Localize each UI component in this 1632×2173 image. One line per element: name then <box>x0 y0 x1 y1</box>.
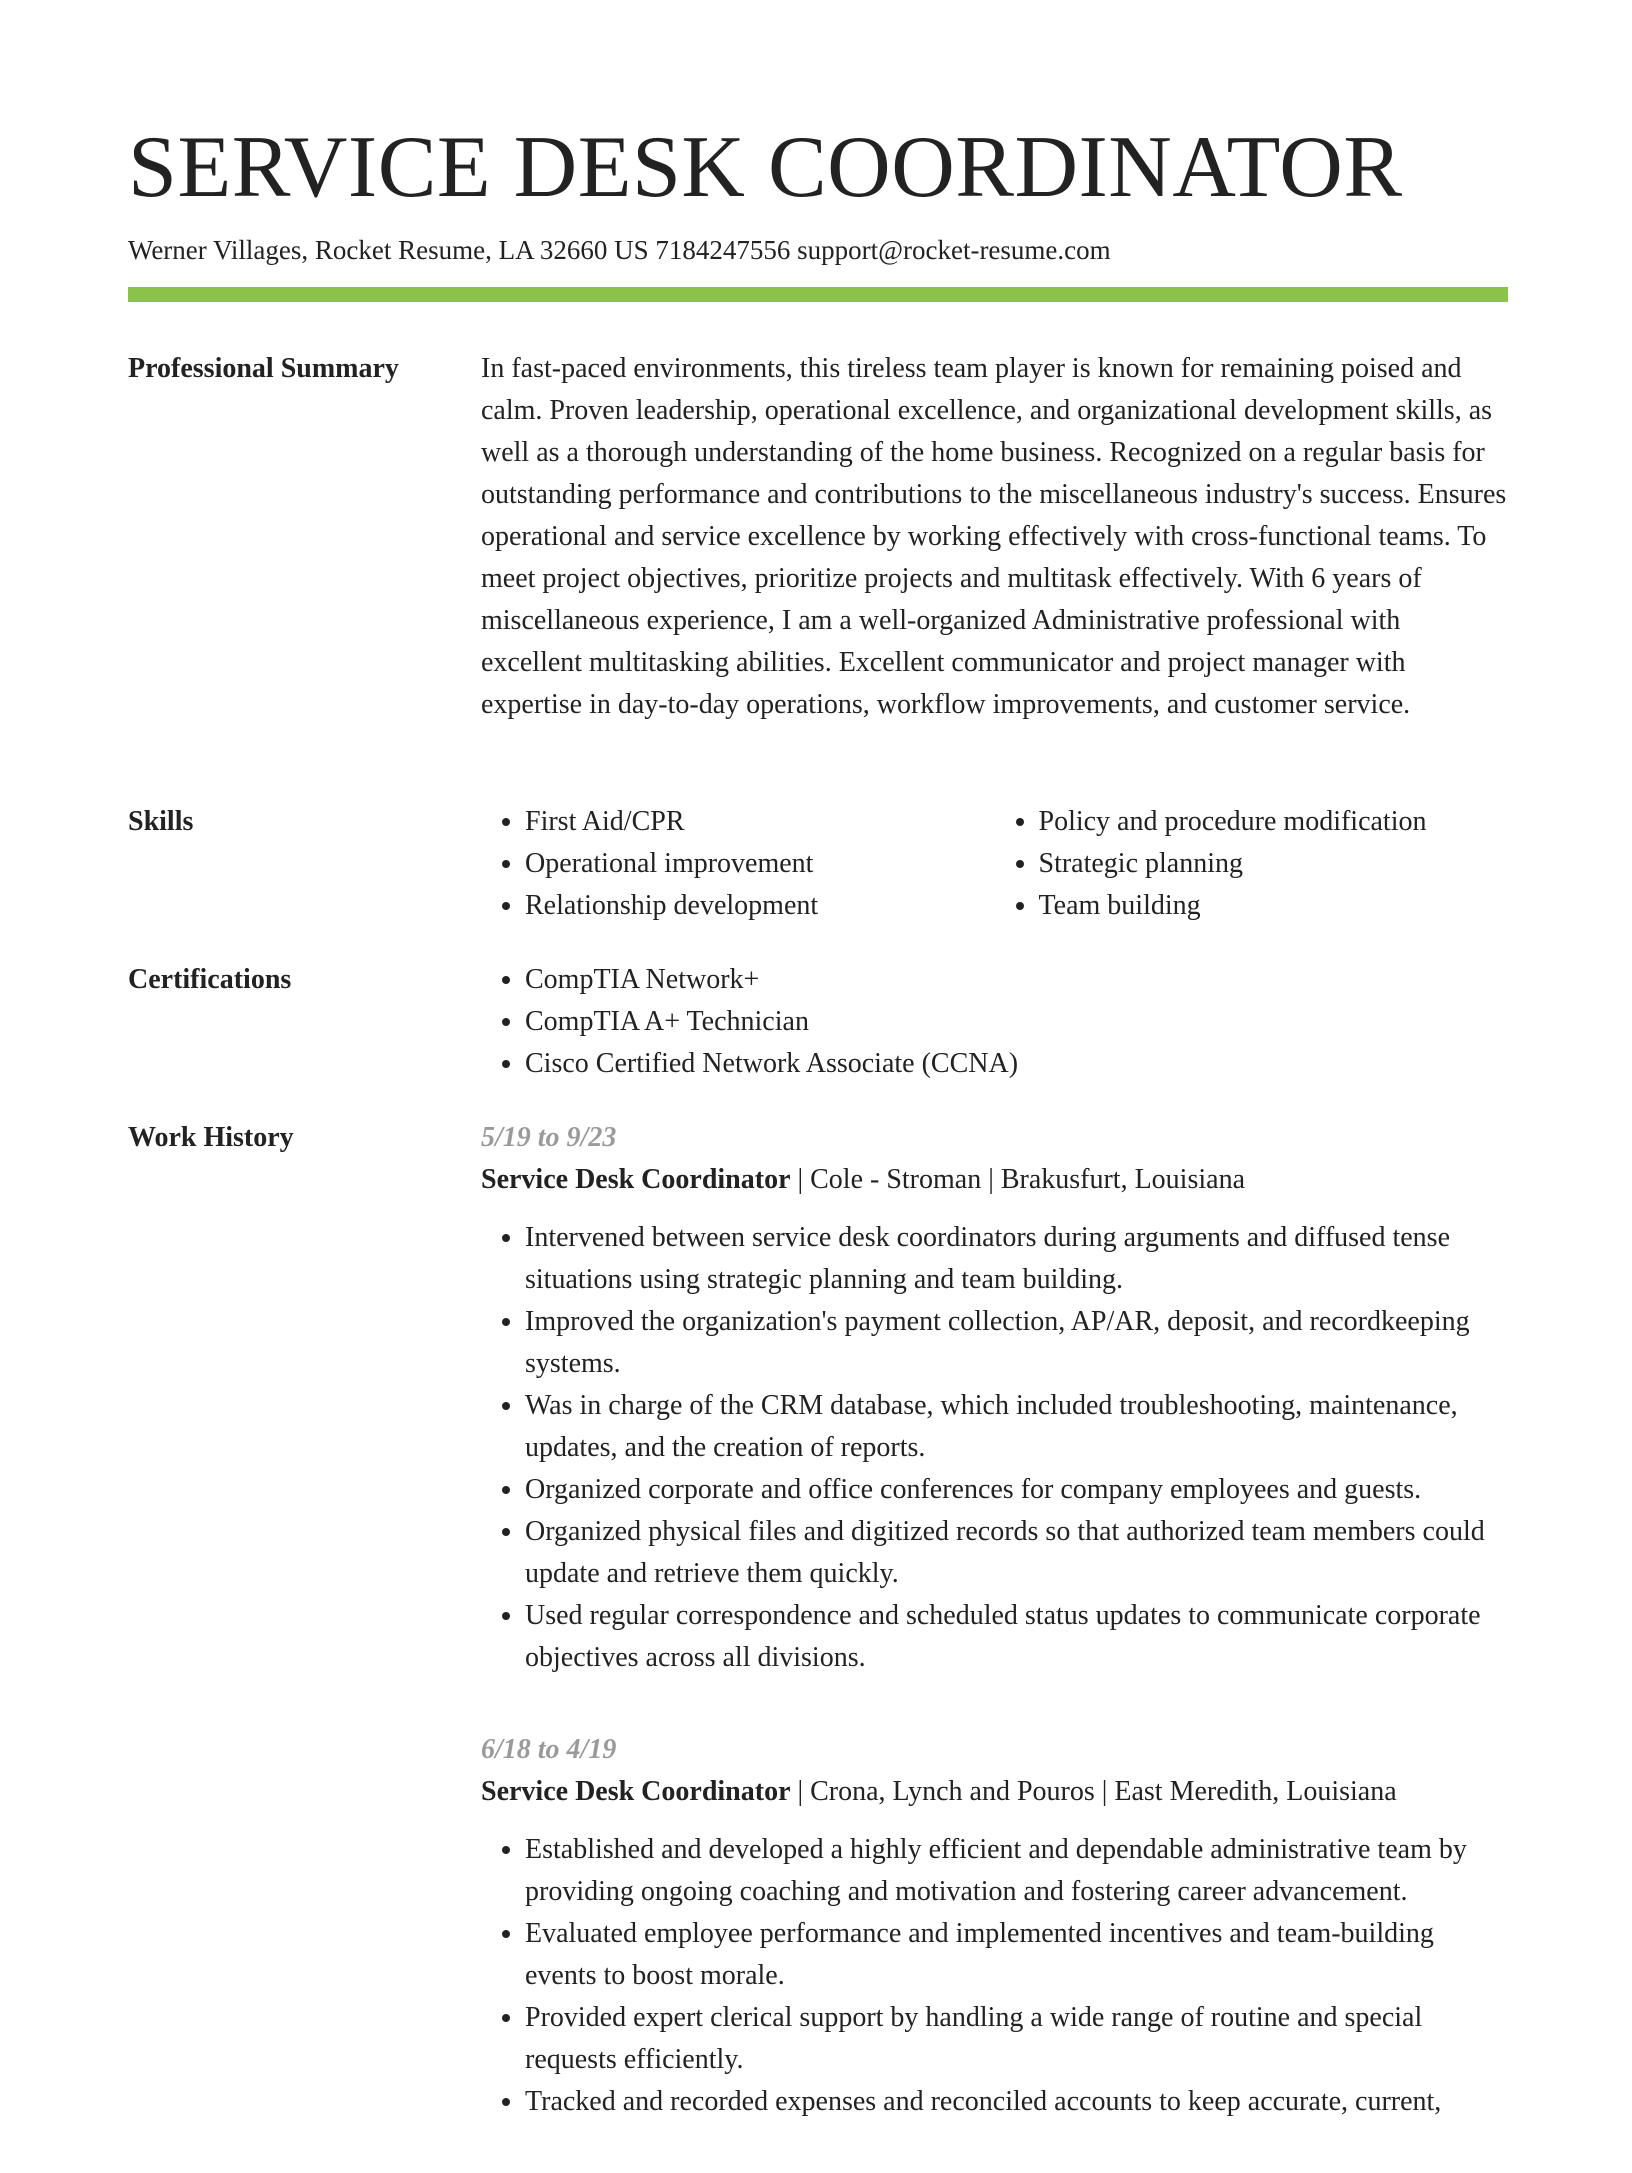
job-entry <box>481 1729 1508 2123</box>
certification-item: • CompTIA Network+ <box>525 959 1508 1001</box>
certification-item: • CompTIA A+ Technician <box>525 1001 1508 1043</box>
job-bullet: • Tracked and recorded expenses and reconciled accounts to keep accurate, current, <box>525 2081 1508 2123</box>
skills-list-left <box>481 801 995 927</box>
contact-email[interactable]: support@rocket-resume.com <box>797 235 1111 265</box>
skill-item: • Strategic planning <box>1039 843 1509 885</box>
job-bullet: • Intervened between service desk coordinators during arguments and diffused tense situations using strategic planning and team building. <box>525 1217 1508 1301</box>
job-company: | Cole - Stroman <box>791 1164 982 1195</box>
contact-line <box>128 232 1111 268</box>
job-bullets <box>481 1829 1508 2123</box>
contact-phone: 7184247556 <box>655 235 791 265</box>
job-title: Service Desk Coordinator <box>481 1164 791 1195</box>
job-bullet: • Improved the organization's payment collection, AP/AR, deposit, and recordkeeping systems. <box>525 1301 1508 1385</box>
resume-name: SERVICE DESK COORDINATOR <box>128 119 1403 216</box>
job-dates: 5/19 to 9/23 <box>481 1122 617 1153</box>
skills-heading: Skills <box>128 806 194 837</box>
job-bullet: • Organized corporate and office conferences for company employees and guests. <box>525 1469 1508 1511</box>
job-heading <box>481 1771 1508 1813</box>
summary-text: In fast-paced environments, this tireless team player is known for remaining poised and calm. Proven leadership, operational excellence, and organizational development skills, as well as a thorough understanding of the home business. Recognized on a regular basis for outstanding performance and contributions to the miscellaneous industry's success. Ensures operational and service excellence by working effectively with cross-functional teams. To meet project objectives, prioritize projects and multitask effectively. With 6 years of miscellaneous experience, I am a well-organized Administrative professional with excellent multitasking abilities. Excellent communicator and project manager with expertise in day-to-day operations, workflow improvements, and customer service. <box>481 353 1507 720</box>
job-entry <box>481 1117 1508 1679</box>
job-bullet: • Established and developed a highly efficient and dependable administrative team by providing ongoing coaching and motivation and fostering career advancement. <box>525 1829 1508 1913</box>
job-location: | Brakusfurt, Louisiana <box>981 1164 1245 1195</box>
contact-address: Werner Villages, Rocket Resume, LA 32660 US <box>128 235 649 265</box>
skill-item: • Relationship development <box>525 885 995 927</box>
certification-item: • Cisco Certified Network Associate (CCNA) <box>525 1043 1508 1085</box>
job-heading <box>481 1159 1508 1201</box>
job-bullet: • Evaluated employee performance and implemented incentives and team-building events to boost morale. <box>525 1913 1508 1997</box>
summary-heading: Professional Summary <box>128 353 399 384</box>
skill-item: • First Aid/CPR <box>525 801 995 843</box>
skills-list-right <box>995 801 1509 927</box>
skill-item: • Team building <box>1039 885 1509 927</box>
job-location: | East Meredith, Louisiana <box>1095 1776 1397 1807</box>
certifications-heading: Certifications <box>128 964 292 995</box>
job-bullet: • Provided expert clerical support by handling a wide range of routine and special requests efficiently. <box>525 1997 1508 2081</box>
job-bullet: • Organized physical files and digitized records so that authorized team members could update and retrieve them quickly. <box>525 1511 1508 1595</box>
job-bullet: • Was in charge of the CRM database, which included troubleshooting, maintenance, updates, and the creation of reports. <box>525 1385 1508 1469</box>
certifications-list <box>481 959 1508 1085</box>
job-company: | Crona, Lynch and Pouros <box>791 1776 1095 1807</box>
header-divider <box>128 287 1508 302</box>
work-history-heading: Work History <box>128 1122 294 1153</box>
skill-item: • Operational improvement <box>525 843 995 885</box>
skill-item: • Policy and procedure modification <box>1039 801 1509 843</box>
job-title: Service Desk Coordinator <box>481 1776 791 1807</box>
job-dates: 6/18 to 4/19 <box>481 1734 617 1765</box>
job-bullet: • Used regular correspondence and scheduled status updates to communicate corporate objectives across all divisions. <box>525 1595 1508 1679</box>
job-bullets <box>481 1217 1508 1679</box>
